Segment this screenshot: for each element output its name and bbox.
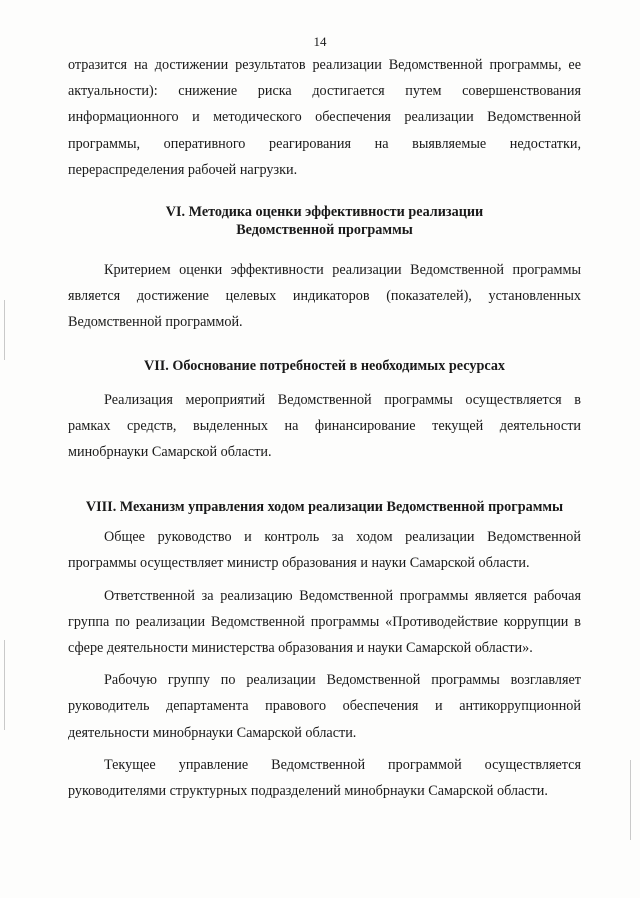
section-viii-paragraph-2: Ответственной за реализацию Ведомственной программы является рабочая группа по реализации Ведомственной программы «Противодействие коррупции в сфере деятельности министерства образования и науки Самарской области». [68, 587, 581, 657]
section-vii-heading: VII. Обоснование потребностей в необходимых ресурсах [143, 357, 506, 374]
page-content [68, 52, 581, 804]
section-vi-heading [68, 203, 581, 239]
page-number: 14 [313, 34, 327, 49]
scan-edge-mark [630, 760, 631, 840]
scan-edge-mark [4, 300, 5, 360]
section-viii-paragraph-1: Общее руководство и контроль за ходом реализации Ведомственной программы осуществляет министр образования и науки Самарской области. [68, 529, 581, 572]
section-viii-heading: VIII. Механизм управления ходом реализации Ведомственной программы [85, 499, 564, 516]
section-vi-heading-line2: Ведомственной программы [236, 222, 413, 239]
scan-edge-mark [4, 640, 5, 730]
intro-paragraph: отразится на достижении результатов реализации Ведомственной программы, ее актуальности): снижение риска достигается путем совершенствования информационного и методического обеспечения реализации Ведомственной программы, оперативного реагирования на выявляемые недостатки, перераспределения рабочей нагрузки. [68, 57, 581, 178]
section-vii-paragraph: Реализация мероприятий Ведомственной программы осуществляется в рамках средств, выделенных на финансирование текущей деятельности минобрнауки Самарской области. [68, 391, 581, 461]
section-vi-heading-line1: VI. Методика оценки эффективности реализации [165, 204, 484, 221]
section-vi-paragraph: Критерием оценки эффективности реализации Ведомственной программы является достижение целевых индикаторов (показателей), установленных Ведомственной программой. [68, 262, 581, 331]
section-viii-paragraph-4: Текущее управление Ведомственной программой осуществляется руководителями структурных подразделений минобрнауки Самарской области. [68, 756, 581, 800]
section-viii-paragraph-3: Рабочую группу по реализации Ведомственной программы возглавляет руководитель департамента правового обеспечения и антикоррупционной деятельности минобрнауки Самарской области. [68, 672, 581, 741]
